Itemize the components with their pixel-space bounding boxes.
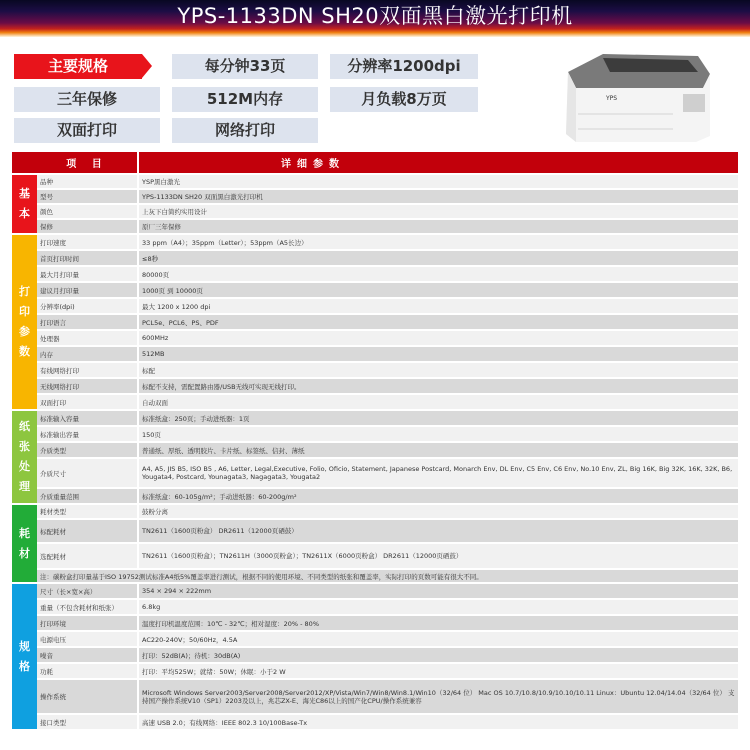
spec-label: 电源电压: [37, 631, 138, 647]
table-row: [12, 204, 738, 219]
table-row: [12, 426, 738, 442]
table-row: [12, 378, 738, 394]
tag-memory: 512M内存: [172, 87, 318, 112]
table-row: [12, 663, 738, 679]
table-row: [12, 615, 738, 631]
spec-label: 建议月打印量: [37, 282, 138, 298]
spec-value: YSP黑白激光: [138, 174, 738, 189]
header-corner: [12, 152, 37, 174]
spec-value: 自动双面: [138, 394, 738, 410]
svg-text:YPS: YPS: [606, 95, 618, 102]
spec-value: 512MB: [138, 346, 738, 362]
category-label: 打印参数: [19, 285, 30, 358]
spec-label: 颜色: [37, 204, 138, 219]
table-row: [12, 330, 738, 346]
table-row: [12, 282, 738, 298]
spec-label: 介质类型: [37, 442, 138, 458]
spec-value: 1000页 到 10000页: [138, 282, 738, 298]
spec-label: 标准输入容量: [37, 410, 138, 426]
spec-value: TN2611（1600页粉盒）；TN2611H（3000页粉盒）；TN2611X（6000页粉盒） DR2611（12000页硒鼓）: [138, 543, 738, 569]
category-cell: [12, 234, 37, 410]
spec-value: 标准纸盒：250页；手动进纸器：1页: [138, 410, 738, 426]
category-label: 规格: [19, 639, 30, 673]
spec-label: 分辨率(dpi): [37, 298, 138, 314]
spec-value: 打印：52dB(A)；待机：30dB(A): [138, 647, 738, 663]
spec-label: 接口类型: [37, 714, 138, 730]
spec-value: 温度打印机温度范围：10℃ - 32℃；相对湿度：20% - 80%: [138, 615, 738, 631]
spec-label: 标准输出容量: [37, 426, 138, 442]
spec-value: 标准纸盒：60-105g/m²；手动进纸器：60-200g/m²: [138, 488, 738, 504]
spec-label: 最大月打印量: [37, 266, 138, 282]
table-row: [12, 714, 738, 730]
table-row: [12, 174, 738, 189]
tag-main-specs: 主要规格: [14, 54, 142, 79]
table-row: [12, 362, 738, 378]
tag-resolution: 分辨率1200dpi: [330, 54, 478, 79]
spec-value: 高速 USB 2.0；有线网络：IEEE 802.3 10/100Base-Tx: [138, 714, 738, 730]
table-row: [12, 519, 738, 543]
note-text: 注：碳粉盒打印量基于ISO 19752测试标准A4纸5%覆盖率进行测试，根据不同的使用环境、不同类型的纸张和覆盖率，实际打印的页数可能有很大不同。: [37, 569, 738, 583]
table-row: [12, 679, 738, 714]
table-row: [12, 647, 738, 663]
table-row: [12, 346, 738, 362]
spec-label: 重量（不包含耗材和纸张）: [37, 599, 138, 615]
spec-label: 型号: [37, 189, 138, 204]
tag-duplex: 双面打印: [14, 118, 160, 143]
table-row: [12, 234, 738, 250]
title-banner: [0, 0, 750, 37]
spec-label: 首页打印时间: [37, 250, 138, 266]
table-row: [12, 219, 738, 234]
spec-label: 耗材类型: [37, 504, 138, 519]
table-row: [12, 599, 738, 615]
category-cell: [12, 504, 37, 583]
tag-print-speed: 每分钟33页: [172, 54, 318, 79]
page-title: YPS-1133DN SH20双面黑白激光打印机: [177, 4, 573, 28]
spec-label: 双面打印: [37, 394, 138, 410]
spec-label: 处理器: [37, 330, 138, 346]
spec-value: 鼓粉分离: [138, 504, 738, 519]
table-row: [12, 583, 738, 599]
category-cell: [12, 174, 37, 234]
printer-image: [548, 44, 738, 144]
spec-value: Microsoft Windows Server2003/Server2008/Server2012/XP/Vista/Win7/Win8/Win8.1/Win10（32/64 位） Mac OS 10.7/10.8/10.9/10.10/10.11 Linux：Ubuntu 12.04/14.04（32/64 位） 支持国产操作系统V10（SP1）2203及以上，兆芯ZX-E、海光C86以上的国产化CPU/操作系统兼容: [138, 679, 738, 714]
table-row: [12, 410, 738, 426]
spec-value: 80000页: [138, 266, 738, 282]
tag-network: 网络打印: [172, 118, 318, 143]
spec-label: 内存: [37, 346, 138, 362]
table-row: [12, 266, 738, 282]
table-row: [12, 394, 738, 410]
spec-value: PCL5e、PCL6、PS、PDF: [138, 314, 738, 330]
category-label: 基本: [19, 187, 30, 220]
spec-label: 保修: [37, 219, 138, 234]
spec-label: 噪音: [37, 647, 138, 663]
table-row: [12, 631, 738, 647]
table-row: [12, 488, 738, 504]
category-cell: [12, 410, 37, 504]
spec-value: TN2611（1600页粉盒） DR2611（12000页硒鼓）: [138, 519, 738, 543]
spec-value: YPS-1133DN SH20 双面黑白激光打印机: [138, 189, 738, 204]
spec-value: 原厂三年保修: [138, 219, 738, 234]
spec-value: 最大 1200 x 1200 dpi: [138, 298, 738, 314]
spec-value: 33 ppm（A4）；35ppm（Letter）；53ppm（A5长边）: [138, 234, 738, 250]
spec-value: 标配: [138, 362, 738, 378]
table-row: [12, 458, 738, 488]
tag-warranty: 三年保修: [14, 87, 160, 112]
spec-label: 操作系统: [37, 679, 138, 714]
header-item: 项 目: [37, 152, 138, 174]
spec-value: 上灰下白简约实用设计: [138, 204, 738, 219]
table-row: [12, 543, 738, 569]
note-row: [12, 569, 738, 583]
spec-label: 品种: [37, 174, 138, 189]
table-row: [12, 298, 738, 314]
spec-label: 介质尺寸: [37, 458, 138, 488]
table-row: [12, 442, 738, 458]
spec-label: 无线网络打印: [37, 378, 138, 394]
spec-label: 有线网络打印: [37, 362, 138, 378]
table-header-row: [12, 152, 738, 174]
spec-value: 6.8kg: [138, 599, 738, 615]
spec-value: 标配不支持，需配置路由器/USB无线可实现无线打印。: [138, 378, 738, 394]
spec-label: 尺寸（长×宽×高）: [37, 583, 138, 599]
spec-table: [12, 152, 738, 731]
spec-value: 600MHz: [138, 330, 738, 346]
spec-label: 打印环境: [37, 615, 138, 631]
spec-label: 介质重量范围: [37, 488, 138, 504]
spec-value: A4, A5, JIS B5, ISO B5 , A6, Letter, Legal,Executive, Folio, Oficio, Statement, Japanese Postcard, Monarch Env, DL Env, C5 Env, C6 Env, No.10 Env, ZL, Big 16K, Big 32K, 16K, 32K, B6, Yougata4, Postcard, Younagata3, Nagagata3, Yougata2: [138, 458, 738, 488]
tag-monthly-duty: 月负载8万页: [330, 87, 478, 112]
spec-label: 标配耗材: [37, 519, 138, 543]
spec-label: 选配耗材: [37, 543, 138, 569]
header-detail: 详细参数: [138, 152, 738, 174]
spec-label: 打印语言: [37, 314, 138, 330]
spec-value: 150页: [138, 426, 738, 442]
category-label: 纸张处理: [19, 420, 30, 493]
table-row: [12, 250, 738, 266]
spec-value: ≤8秒: [138, 250, 738, 266]
spec-value: 354 × 294 × 222mm: [138, 583, 738, 599]
table-row: [12, 189, 738, 204]
spec-value: 打印：平均525W；就绪：50W；休眠：小于2 W: [138, 663, 738, 679]
category-cell: [12, 583, 37, 730]
spec-label: 打印速度: [37, 234, 138, 250]
category-label: 耗材: [19, 526, 30, 560]
spec-value: AC220-240V；50/60Hz，4.5A: [138, 631, 738, 647]
spec-label: 功耗: [37, 663, 138, 679]
table-row: [12, 314, 738, 330]
spec-value: 普通纸、厚纸、透明胶片、卡片纸、标签纸、信封、薄纸: [138, 442, 738, 458]
table-row: [12, 504, 738, 519]
